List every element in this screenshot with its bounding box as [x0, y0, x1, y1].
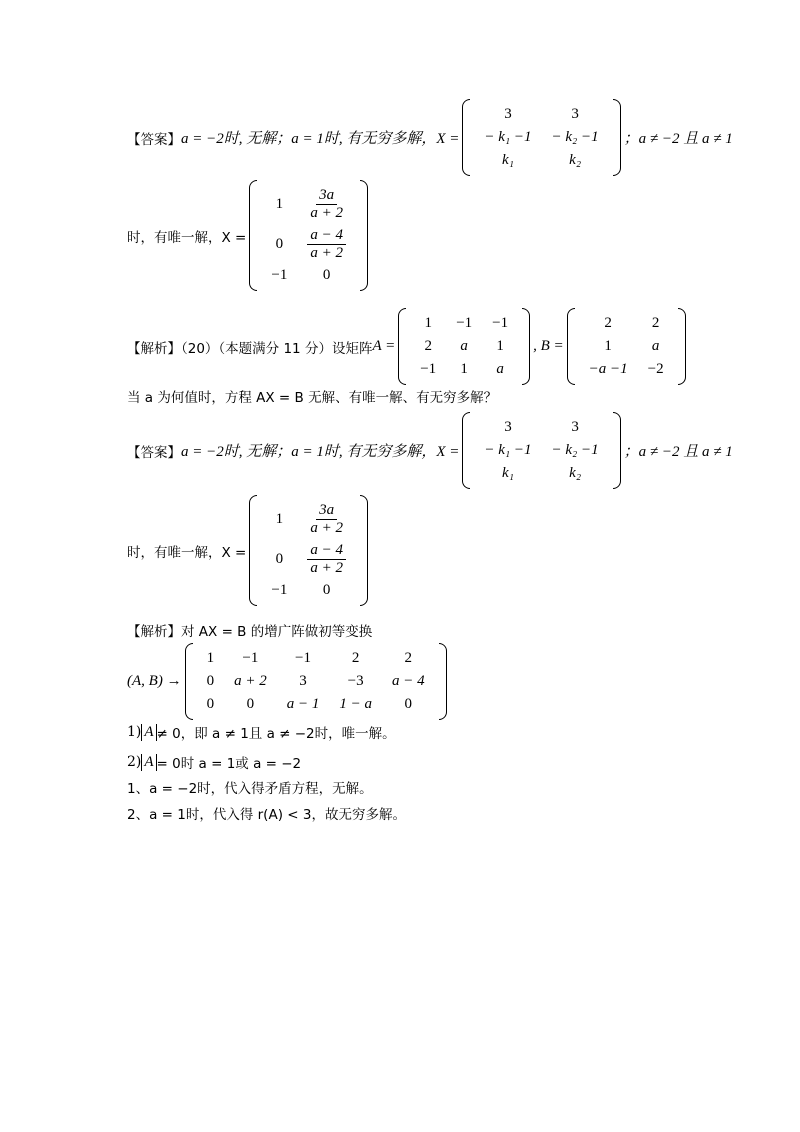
fraction: $\frac{3a}{a + 2}$	[310, 187, 343, 221]
solution-matrix	[462, 412, 620, 489]
matrix-cell: −1	[492, 315, 509, 331]
case1-line	[127, 777, 373, 797]
answer-text: a = −2时, 无解；a = 1时, 有无穷多解，X =	[181, 444, 460, 460]
matrix-cell: 1	[496, 338, 504, 354]
unique-solution-label: 时，有唯一解，X =	[127, 229, 247, 246]
matrix-b-label: , B =	[533, 338, 564, 354]
case2-line	[127, 803, 406, 823]
matrix-cell: −1	[420, 361, 437, 377]
problem-line	[127, 308, 689, 385]
item2-prefix: 2)	[127, 754, 142, 770]
fraction: $\frac{3a}{a + 2}$	[310, 502, 343, 536]
matrix-cell: a − 4	[391, 673, 425, 689]
matrix-a-label: A =	[372, 338, 396, 354]
augmented-line	[127, 643, 450, 720]
matrix-cell: k₂	[569, 465, 582, 481]
matrix-cell: 0	[206, 673, 215, 689]
answer-line-2	[127, 180, 371, 291]
matrix-cell: a + 2	[234, 673, 267, 689]
matrix-cell: 1 − a	[339, 696, 372, 712]
item1-text: ≠ 0，即 a ≠ 1且 a ≠ −2时，唯一解。	[156, 726, 396, 742]
question-line	[127, 386, 497, 406]
matrix-cell: 2	[351, 650, 360, 666]
fraction: $\frac{a - 4}{a + 2}$	[307, 542, 346, 577]
matrix-b	[567, 308, 686, 385]
matrix-cell: 2	[604, 315, 612, 331]
answer-prefix: 【答案】	[127, 444, 181, 461]
analysis-intro-line	[127, 620, 372, 640]
matrix-cell: 1	[206, 650, 215, 666]
item1-line	[127, 722, 396, 742]
matrix-cell: 3	[504, 419, 512, 435]
matrix-cell: 2	[424, 338, 432, 354]
matrix-cell: k₂	[569, 152, 582, 168]
case1-text: 1、a = −2时，代入得矛盾方程，无解。	[127, 781, 373, 797]
matrix-cell: 0	[275, 235, 284, 252]
matrix-cell: 0	[206, 696, 215, 712]
matrix-cell: 1	[275, 510, 284, 527]
matrix-cell: a − 1	[286, 696, 320, 712]
item2-text: = 0时 a = 1或 a = −2	[156, 756, 302, 772]
matrix-cell: −1	[242, 650, 259, 666]
question-text: 当 a 为何值时，方程 AX = B 无解、有唯一解、有无穷多解？	[127, 390, 498, 406]
matrix-cell: − k₂ −1	[551, 129, 599, 145]
matrix-cell: 3	[299, 673, 307, 689]
answer-condition: ；a ≠ −2 且 a ≠ 1	[623, 444, 733, 460]
problem-prefix: 【解析】（20）（本题满分 11 分）设矩阵	[127, 340, 373, 357]
det-a: A	[141, 724, 156, 741]
matrix-cell: a	[651, 338, 660, 354]
matrix-cell: −1	[456, 315, 473, 331]
answer-prefix: 【答案】	[127, 131, 181, 148]
matrix-cell: −1	[271, 582, 288, 598]
matrix-cell: −2	[647, 361, 664, 377]
matrix-cell: 3	[571, 106, 579, 122]
unique-solution-matrix: 1 $\frac{3a}{a + 2}$ 0 $\frac{a - 4}{a + 2}$ −1 0	[249, 180, 368, 291]
unique-solution-matrix: 1 $\frac{3a}{a + 2}$ 0 $\frac{a - 4}{a + 2}$ −1 0	[249, 495, 368, 606]
matrix-cell: k₁	[502, 465, 514, 481]
det-a: A	[141, 754, 156, 771]
matrix-cell: 1	[424, 315, 432, 331]
matrix-cell: − k₁ −1	[484, 129, 532, 145]
matrix-cell: 1	[604, 338, 612, 354]
matrix-a	[398, 308, 530, 385]
analysis-intro: 【解析】对 AX = B 的增广阵做初等变换	[127, 624, 373, 640]
matrix-cell: 2	[651, 315, 660, 331]
matrix-cell: 3	[571, 419, 579, 435]
matrix-cell: a	[496, 361, 504, 377]
answer-condition: ；a ≠ −2 且 a ≠ 1	[623, 131, 733, 147]
item1-prefix: 1)	[127, 724, 142, 740]
matrix-cell: 0	[275, 550, 284, 567]
matrix-cell: 2	[404, 650, 413, 666]
answer-text: a = −2时, 无解；a = 1时, 有无穷多解，X =	[181, 131, 460, 147]
item2-line	[127, 752, 301, 772]
augmented-matrix	[185, 643, 447, 720]
unique-solution-label: 时，有唯一解，X =	[127, 544, 247, 561]
transform-label: (A, B) →	[127, 673, 182, 689]
solution-matrix	[462, 99, 620, 176]
matrix-cell: 0	[404, 696, 413, 712]
matrix-cell: 1	[460, 361, 468, 377]
matrix-cell: 0	[246, 696, 255, 712]
matrix-cell: −1	[271, 267, 288, 283]
fraction: $\frac{a - 4}{a + 2}$	[307, 227, 346, 262]
matrix-cell: 1	[275, 195, 284, 212]
matrix-cell: − k₂ −1	[551, 442, 599, 458]
matrix-cell: −3	[347, 673, 364, 689]
matrix-cell: k₁	[502, 152, 514, 168]
case2-text: 2、a = 1时，代入得 r(A) < 3，故无穷多解。	[127, 807, 406, 823]
matrix-cell: −a −1	[588, 361, 628, 377]
matrix-cell: a	[460, 338, 468, 354]
matrix-cell: − k₁ −1	[484, 442, 532, 458]
matrix-cell: −1	[295, 650, 311, 666]
matrix-cell: 3	[504, 106, 512, 122]
answer-line-1	[127, 99, 733, 176]
answer2-line-2	[127, 495, 371, 606]
answer2-line-1	[127, 412, 733, 489]
